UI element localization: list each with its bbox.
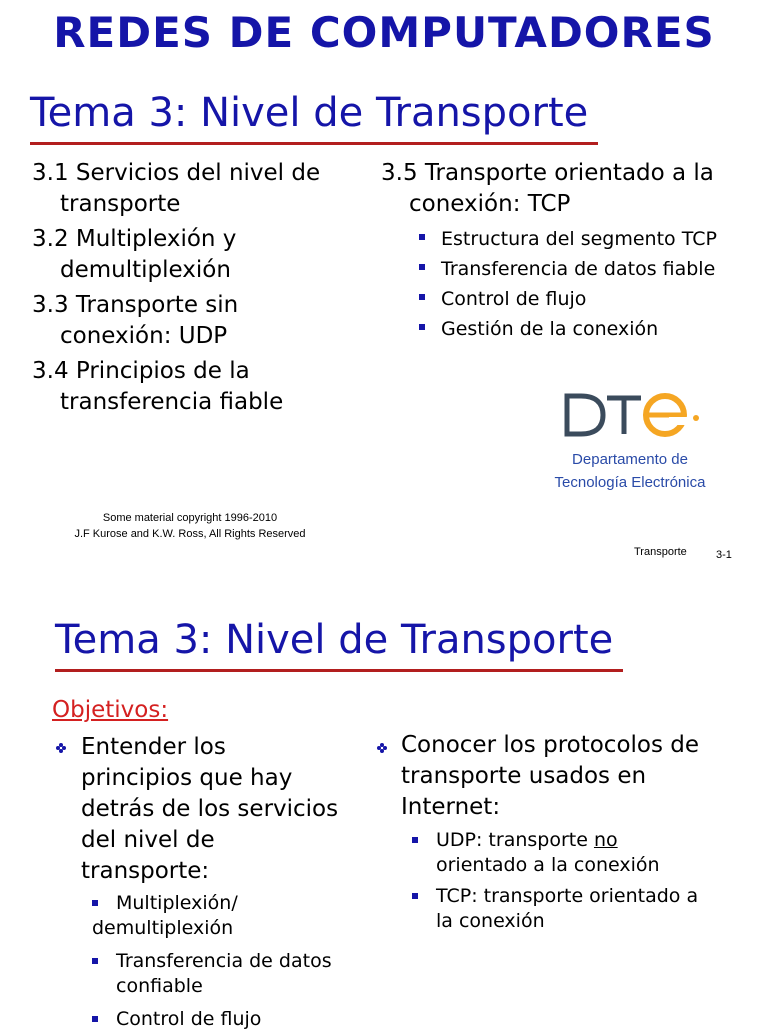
objective-line: detrás de los servicios (81, 796, 339, 822)
topic-line: 3.1 Servicios del nivel de (32, 160, 321, 186)
topic-line: demultiplexión (60, 257, 231, 283)
dte-department-name (530, 448, 730, 494)
objective-line: Internet: (401, 794, 501, 820)
copyright-line: J.F Kurose and K.W. Ross, All Rights Reserved (74, 528, 306, 540)
topic-line: 3.4 Principios de la (32, 358, 250, 384)
main-title: REDES DE COMPUTADORES (53, 8, 715, 57)
slide1-title-rule (30, 142, 598, 145)
subtopic-item (419, 284, 761, 314)
footer-page-number: 3-1 (716, 549, 732, 561)
subitem (92, 891, 362, 941)
dept-line: Departamento de (572, 451, 688, 468)
subitem-line: Multiplexión/ (116, 892, 238, 914)
diamond-bullet-icon (376, 742, 388, 754)
subtopic-item (419, 254, 761, 284)
slide1-title: Tema 3: Nivel de Transporte (30, 90, 589, 136)
objetivos-heading: Objetivos: (52, 697, 169, 723)
objective-line: principios que hay (81, 765, 293, 791)
square-bullet-icon (419, 294, 425, 300)
topic-item (32, 290, 372, 352)
square-bullet-icon (92, 958, 98, 964)
square-bullet-icon (419, 264, 425, 270)
subitem-line: Control de flujo (116, 1008, 262, 1030)
subtopic-label: Gestión de la conexión (441, 318, 659, 340)
square-bullet-icon (419, 324, 425, 330)
subitem-line: confiable (116, 975, 203, 997)
topic-line: 3.3 Transporte sin (32, 292, 239, 318)
subitem-line: UDP: transporte (436, 829, 594, 851)
square-bullet-icon (419, 234, 425, 240)
slide2-title-rule (55, 669, 623, 672)
topic-line: 3.5 Transporte orientado a la (381, 160, 714, 186)
subtopic-label: Estructura del segmento TCP (441, 228, 717, 250)
slide1-right-topics (381, 158, 761, 344)
copyright-line: Some material copyright 1996-2010 (102, 512, 278, 524)
copyright-notice (40, 510, 340, 542)
subtopic-item (419, 314, 761, 344)
subitem-line: la conexión (436, 910, 545, 932)
subitem-line: demultiplexión (92, 917, 234, 939)
topic-item (32, 356, 372, 418)
subitem-emphasis: no (593, 829, 618, 851)
objective-line: del nivel de (81, 827, 215, 853)
slide1-left-topics (32, 158, 372, 418)
subtopic-label: Control de flujo (441, 288, 587, 310)
square-bullet-icon (412, 893, 418, 899)
objective-right-subitems (412, 828, 762, 934)
footer-section-label: Transporte (634, 546, 687, 558)
objective-left (81, 732, 371, 887)
square-bullet-icon (92, 1016, 98, 1022)
subtopic-label: Transferencia de datos fiable (441, 258, 716, 280)
objective-right (401, 730, 761, 823)
topic-item (32, 224, 372, 286)
topic-line: conexión: TCP (409, 191, 571, 217)
dte-logo-icon (563, 388, 713, 442)
square-bullet-icon (92, 900, 98, 906)
subitem-line: TCP: transporte orientado a (436, 885, 699, 907)
objective-left-subitems (92, 891, 362, 1032)
dept-line: Tecnología Electrónica (554, 474, 706, 491)
subtopic-item (419, 224, 761, 254)
objective-line: transporte usados en (401, 763, 647, 789)
subtopic-list (381, 224, 761, 344)
objective-line: Entender los (81, 734, 226, 760)
subitem-line: orientado a la conexión (436, 854, 660, 876)
objective-line: transporte: (81, 858, 210, 884)
topic-line: transferencia fiable (60, 389, 284, 415)
objective-line: Conocer los protocolos de (401, 732, 700, 758)
topic-line: conexión: UDP (60, 323, 228, 349)
topic-line: 3.2 Multiplexión y (32, 226, 237, 252)
square-bullet-icon (412, 837, 418, 843)
subitem (92, 1007, 362, 1032)
topic-line: transporte (60, 191, 181, 217)
slide2-title: Tema 3: Nivel de Transporte (55, 617, 614, 663)
topic-item (32, 158, 372, 220)
subitem (412, 828, 762, 878)
diamond-bullet-icon (55, 742, 67, 754)
subitem (412, 884, 762, 934)
subitem (92, 949, 362, 999)
subitem-line: Transferencia de datos (116, 950, 332, 972)
topic-item (381, 158, 761, 220)
